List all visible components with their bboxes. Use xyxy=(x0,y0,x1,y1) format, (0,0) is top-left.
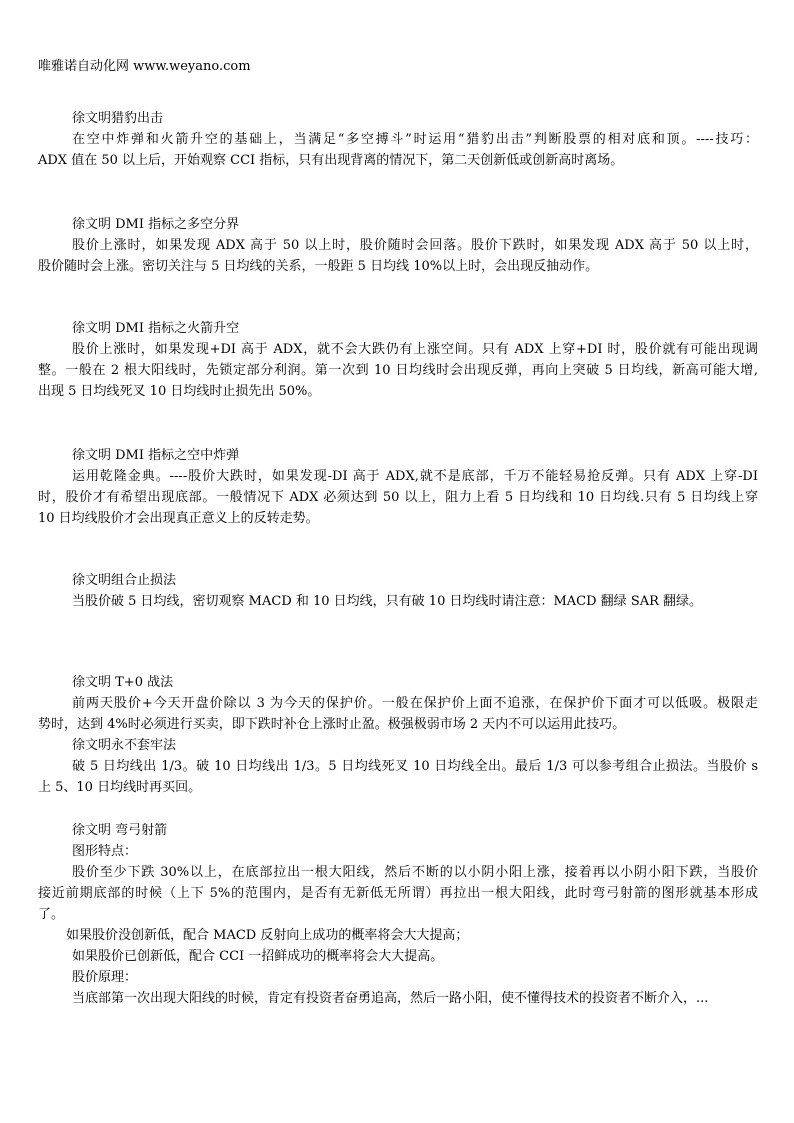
section-title: 徐文明 DMI 指标之火箭升空 xyxy=(72,321,240,336)
section-title: 徐文明猎豹出击 xyxy=(72,111,164,126)
paragraph-line: 上 5、10 日均线时再买回。 xyxy=(38,780,202,795)
section-dmi-bomb xyxy=(38,445,758,529)
sub-heading: 图形特点： xyxy=(72,844,138,859)
section-title: 徐文明组合止损法 xyxy=(72,573,177,588)
paragraph-line: 出现 5 日均线死叉 10 日均线时止损先出 50%。 xyxy=(38,384,321,399)
paragraph-line: 股价上涨时，如果发现+DI 高于 ADX，就不会大跌仍有上涨空间。只有 ADX 上穿+DI 时，股价就有可能出现调 xyxy=(72,342,758,357)
paragraph-line: 股价随时会上涨。密切关注与 5 日均线的关系，一般距 5 日均线 10%以上时，会出现反抽动作。 xyxy=(38,259,599,274)
section-dmi-bull-bear xyxy=(38,214,758,277)
paragraph-line: ADX 值在 50 以上后，开始观察 CCI 指标，只有出现背离的情况下，第二天创新低或创新高时离场。 xyxy=(38,153,624,168)
paragraph-line: 运用乾隆金典。----股价大跌时，如果发现-DI 高于 ADX,就不是底部，千万不能轻易抢反弹。只有 ADX 上穿-DI xyxy=(72,469,758,484)
section-dmi-rocket xyxy=(38,318,758,402)
section-title: 徐文明 T+0 战法 xyxy=(72,675,174,690)
section-title: 徐文明 DMI 指标之多空分界 xyxy=(72,217,240,232)
paragraph-line: 在空中炸弹和火箭升空的基础上，当满足“多空搏斗”时运用“猎豹出击”判断股票的相对底和顶。----技巧： xyxy=(72,132,758,147)
paragraph-line: 破 5 日均线出 1/3。破 10 日均线出 1/3。5 日均线死叉 10 日均线全出。最后 1/3 可以参考组合止损法。当股价 s xyxy=(72,759,758,774)
section-stop-loss xyxy=(38,570,758,612)
paragraph-line: 股价至少下跌 30%以上，在底部拉出一根大阳线，然后不断的以小阴小阳上涨，接着再以小阴小阳下跌，当股价 xyxy=(72,865,758,880)
section-title: 徐文明永不套牢法 xyxy=(72,738,177,753)
paragraph-line: 10 日均线股价才会出现真正意义上的反转走势。 xyxy=(38,511,319,526)
paragraph-line: 如果股价已创新低，配合 CCI 一招鲜成功的概率将会大大提高。 xyxy=(72,949,444,964)
paragraph-line: 股价上涨时，如果发现 ADX 高于 50 以上时，股价随时会回落。股价下跌时，如果发现 ADX 高于 50 以上时， xyxy=(72,238,758,253)
paragraph-line: 了。 xyxy=(38,907,65,922)
paragraph-line: 势时，达到 4%时必须进行买卖，即下跌时补仓上涨时止盈。极强极弱市场 2 天内不可以运用此技巧。 xyxy=(38,717,626,732)
section-bow-arrow xyxy=(38,820,758,1009)
section-cheetah xyxy=(38,108,758,171)
paragraph-line: 整。一般在 2 根大阳线时，先锁定部分利润。第一次到 10 日均线时会出现反弹，再向上突破 5 日均线，新高可能大增, xyxy=(38,363,758,378)
section-t0 xyxy=(38,672,758,798)
sub-heading: 股价原理： xyxy=(72,970,138,985)
paragraph-line: 当底部第一次出现大阳线的时候，肯定有投资者奋勇追高，然后一路小阳，使不懂得技术的投资者不断介入，... xyxy=(72,991,709,1006)
paragraph-line: 前两天股价+今天开盘价除以 3 为今天的保护价。一般在保护价上面不追涨，在保护价下面才可以低吸。极限走 xyxy=(72,696,758,711)
paragraph-line: 时，股价才有希望出现底部。一般情况下 ADX 必须达到 50 以上，阻力上看 5 日均线和 10 日均线.只有 5 日均线上穿 xyxy=(38,490,758,505)
section-title: 徐文明 DMI 指标之空中炸弹 xyxy=(72,448,240,463)
paragraph-line: 接近前期底部的时候（上下 5%的范围内，是否有无新低无所谓）再拉出一根大阳线，此时弯弓射箭的图形就基本形成 xyxy=(38,886,758,901)
page-header: 唯雅诺自动化网 www.weyano.com xyxy=(38,59,251,74)
paragraph-line: 当股价破 5 日均线，密切观察 MACD 和 10 日均线，只有破 10 日均线时请注意：MACD 翻绿 SAR 翻绿。 xyxy=(72,594,703,609)
section-title: 徐文明 弯弓射箭 xyxy=(72,823,168,838)
paragraph-line: 如果股价没创新低，配合 MACD 反射向上成功的概率将会大大提高； xyxy=(66,928,469,943)
